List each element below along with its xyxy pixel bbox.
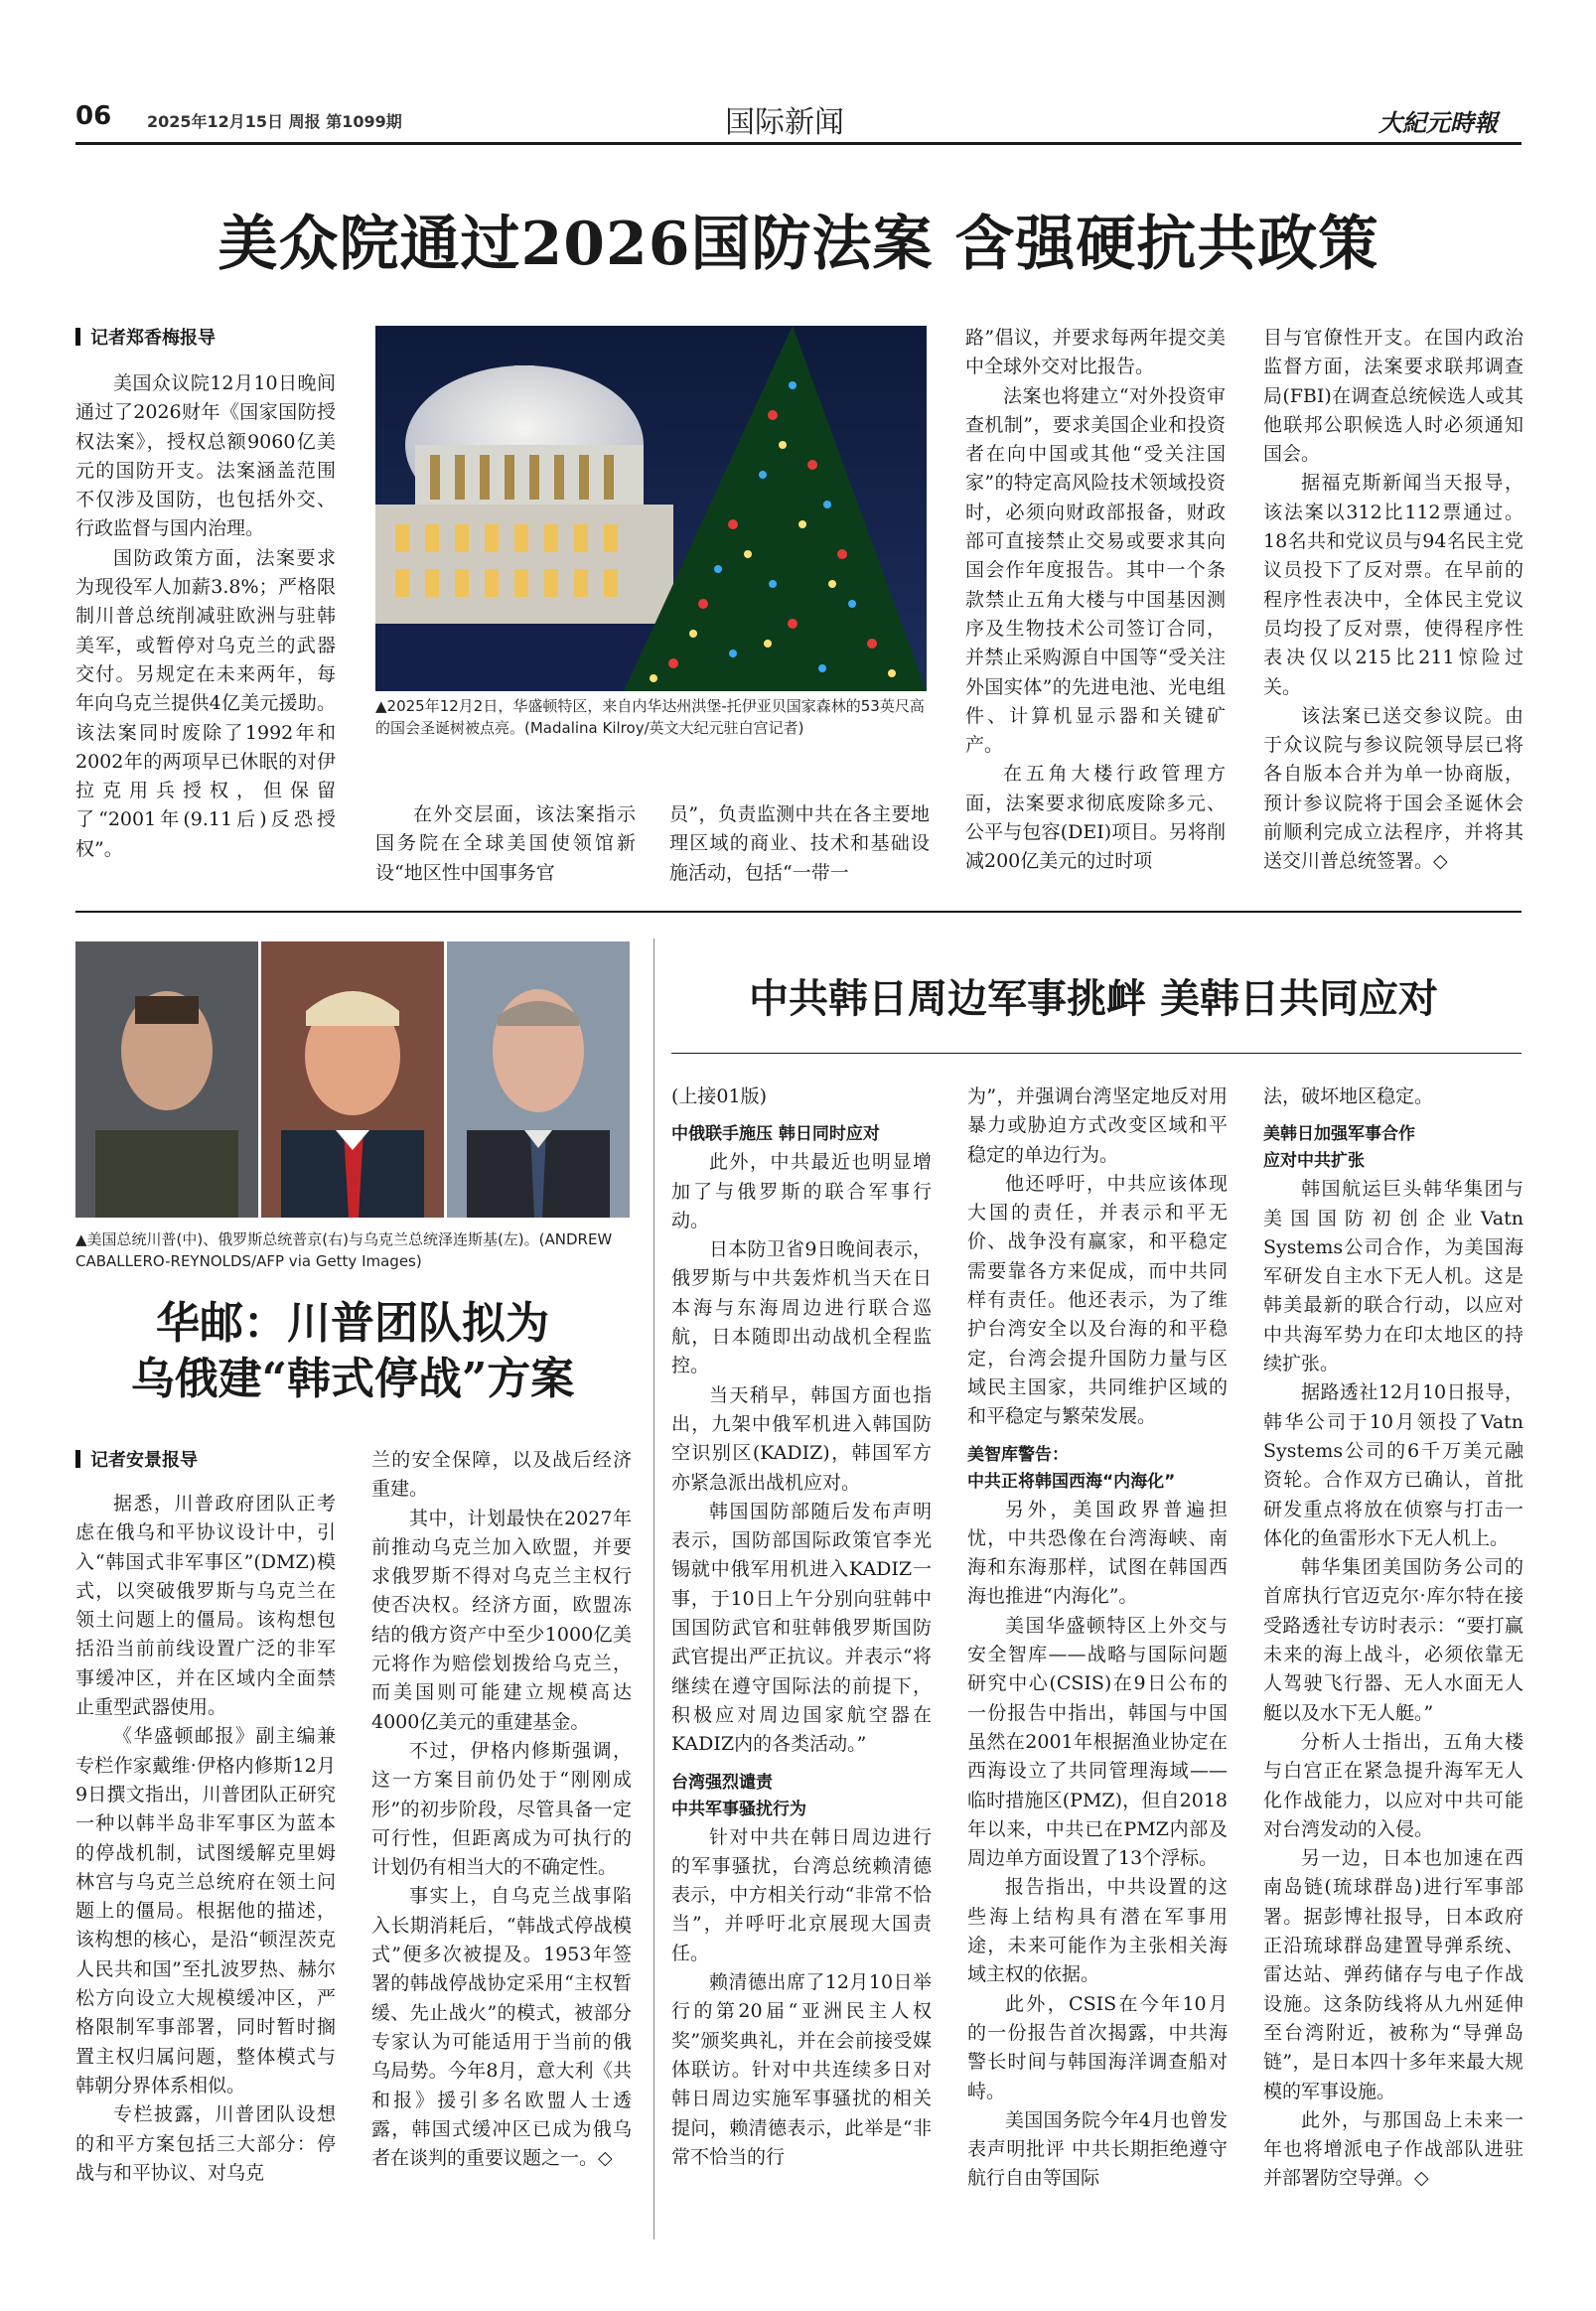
paragraph: (上接01版) (671, 1085, 768, 1107)
paragraph: 不过，伊格内修斯强调，这一方案目前仍处于“刚刚成形”的初步阶段，尽管具备一定可行性，但距离成为可执行的计划仍有相当大的不确定性。 (371, 1739, 632, 1879)
paragraph: 为”，并强调台湾坚定地反对用暴力或胁迫方式改变区域和平稳定的单边行为。 (967, 1085, 1228, 1166)
paragraph: 赖清德出席了12月10日举行的第20届“亚洲民主人权奖”颁奖典礼，并在会前接受媒体联访。针对中共连续多日对韩日周边实施军事骚扰的相关提问，赖清德表示，此举是“非常不恰当的行 (671, 1971, 932, 2168)
subheading: 台湾强烈谴责 (671, 1772, 773, 1793)
paragraph: 事实上，自乌克兰战事陷入长期消耗后，“韩战式停战模式”便多次被提及。1953年签署的韩战停战协定采用“主权暂缓、先止战火”的模式，被部分专家认为可能适用于当前的俄乌局势。今年8月，意大利《共和报》援引多名欧盟人士透露，韩国式缓冲区已成为俄乌者在谈判的重要议题之一。◇ (371, 1885, 632, 2170)
paragraph: 在外交层面，该法案指示国务院在全球美国使领馆新设“地区性中国事务官 (375, 803, 636, 884)
paragraph: 据福克斯新闻当天报导，该法案以312比112票通过。18名共和党议员与94名民主党议员投下了反对票。在早前的程序性表决中，全体民主党议员均投了反对票，使得程序性表决仅以215比211惊险过关。 (1263, 472, 1523, 698)
paragraph: 分析人士指出，五角大楼与白宫正在紧急提升海军无人化作战能力，以应对中共可能对台湾发动的入侵。 (1263, 1730, 1523, 1840)
article1-column-3 (669, 800, 930, 890)
reporter-bar (75, 328, 80, 346)
paragraph: 韩华集团美国防务公司的首席执行官迈克尔·库尔特在接受路透社专访时表示：“要打赢未来的海上战斗，必须依靠无人驾驶飞行器、无人水面无人艇以及水下无人艇。” (1263, 1556, 1523, 1724)
paragraph: 韩国国防部随后发布声明表示，国防部国际政策官李光锡就中俄军用机进入KADIZ一事，于10日上午分别向驻韩中国国防武官和驻韩俄罗斯国防武官提出严正抗议。并表示“将继续在遵守国际法的前提下，积极应对周边国家航空器在KADIZ内的各类活动。” (671, 1500, 932, 1756)
paragraph: 此外，中共最近也明显增加了与俄罗斯的联合军事行动。 (671, 1151, 932, 1231)
article2-column-2 (371, 1446, 632, 2244)
paragraph: 美国国务院今年4月也曾发表声明批评 中共长期拒绝遵守航行自由等国际 (967, 2108, 1228, 2190)
section-divider (75, 911, 1522, 913)
paragraph: 法案也将建立“对外投资审查机制”，要求美国企业和投资者在向中国或其他“受关注国家”的特定高风险技术领域投资时，必须向财政部报备，财政部可直接禁止交易或要求其向国会作年度报告。其中一个条款禁止五角大楼与中国基因测序及生物技术公司签订合同，并禁止采购源自中国等“受关注外国实体”的先进电池、光电组件、计算机显示器和关键矿产。 (965, 384, 1226, 757)
article3-column-2 (967, 1083, 1228, 2244)
capitol-christmas-tree-photo (375, 326, 927, 691)
paragraph: 据悉，川普政府团队正考虑在俄乌和平协议设计中，引入“韩国式非军事区”(DMZ)模式，以突破俄罗斯与乌克兰在领土问题上的僵局。该构想包括沿当前前线设置广泛的非军事缓冲区，并在区域内全面禁止重型武器使用。 (75, 1493, 336, 1719)
header-rule (75, 142, 1522, 145)
paragraph: 美国众议院12月10日晚间通过了2026财年《国家国防授权法案》，授权总额9060亿美元的国防开支。法案涵盖范围不仅涉及国防，也包括外交、行政监督与国内治理。 (75, 372, 336, 540)
headline-line-2: 乌俄建“韩式停战”方案 (130, 1354, 575, 1404)
paragraph: 路”倡议，并要求每两年提交美中全球外交对比报告。 (965, 327, 1226, 378)
paragraph: 在五角大楼行政管理方面，法案要求彻底废除多元、公平与包容(DEI)项目。另将削减200亿美元的过时项 (965, 763, 1226, 873)
vertical-divider (653, 939, 654, 2239)
section-title: 国际新闻 (725, 105, 844, 140)
page-number: 06 (75, 101, 112, 131)
paragraph: 《华盛顿邮报》副主编兼专栏作家戴维·伊格内修斯12月9日撰文指出，川普团队正研究一种以韩半岛非军事区为蓝本的停战机制，试图缓解克里姆林宫与乌克兰总统府在领土问题上的僵局。根据他的描述，该构想的核心，是沿“顿涅茨克人民共和国”至扎波罗热、赫尔松方向设立大规模缓冲区，严格限制军事部署，同时暂时搁置主权归属问题，整体模式与韩朝分界体系相似。 (75, 1725, 336, 2096)
article3-headline: 中共韩日周边军事挑衅 美韩日共同应对 (749, 975, 1438, 1022)
capitol-illustration (375, 326, 927, 691)
paragraph: 员”，负责监测中共在各主要地理区域的商业、技术和基础设施活动，包括“一带一 (669, 803, 930, 884)
paragraph: 目与官僚性开支。在国内政治监督方面，法案要求联邦调查局(FBI)在调查总统候选人或其他联邦公职候选人时必须通知国会。 (1263, 327, 1523, 466)
issue-info: 2025年12月15日 周报 第1099期 (147, 112, 402, 131)
article2-reporter (75, 1446, 198, 1472)
paragraph: 另外，美国政界普遍担忧，中共恐像在台湾海峡、南海和东海那样，试图在韩国西海也推进“内海化”。 (967, 1498, 1228, 1608)
headline-line-1: 华邮：川普团队拟为 (156, 1298, 549, 1349)
reporter-name: 记者郑香梅报导 (90, 328, 216, 349)
subheading: 美韩日加强军事合作 (1263, 1124, 1415, 1145)
paragraph: 日本防卫省9日晚间表示，俄罗斯与中共轰炸机当天在日本海与东海周边进行联合巡航，日本随即出动战机全程监控。 (671, 1238, 932, 1377)
masthead-logo: 大紀元時報 (1378, 108, 1498, 137)
reporter-name: 记者安景报导 (90, 1450, 198, 1471)
subheading: 应对中共扩张 (1263, 1151, 1365, 1172)
paragraph: 此外，与那国岛上未来一年也将增派电子作战部队进驻并部署防空导弹。◇ (1263, 2108, 1523, 2190)
paragraph: 法，破坏地区稳定。 (1263, 1085, 1434, 1107)
article2-column-1 (75, 1490, 336, 2244)
article3-headline-rule (671, 1053, 1522, 1054)
paragraph: 美国华盛顿特区上外交与安全智库——战略与国际问题研究中心(CSIS)在9日公布的一份报告中指出，韩国与中国虽然在2001年根据渔业协定在西海设立了共同管理海域——临时措施区(PMZ)，但自2018年以来，中共已在PMZ内部及周边单方面设置了13个浮标。 (967, 1614, 1228, 1870)
article1-column-4 (965, 324, 1226, 886)
paragraph: 兰的安全保障，以及战后经济重建。 (371, 1449, 632, 1501)
paragraph: 该法案已送交参议院。由于众议院与参议院领导层已将各自版本合并为单一协商版，预计参议院将于国会圣诞休会前顺利完成立法程序，并将其送交川普总统签署。◇ (1263, 704, 1523, 873)
subheading: 中俄联手施压 韩日同时应对 (671, 1124, 880, 1145)
article1-headline: 美众院通过2026国防法案 含强硬抗共政策 (218, 210, 1379, 279)
article1-column-5 (1263, 324, 1523, 886)
reporter-bar (75, 1450, 80, 1468)
paragraph: 针对中共在韩日周边进行的军事骚扰，台湾总统赖清德表示，中方相关行动“非常不恰当”，并呼吁北京展现大国责任。 (671, 1825, 932, 1964)
article1-column-2 (375, 800, 636, 890)
article1-column-1 (75, 369, 336, 886)
subheading: 美智库警告： (967, 1444, 1069, 1465)
capitol-photo-caption: ▲2025年12月2日，华盛顿特区，来自内华达州洪堡-托伊亚贝国家森林的53英尺高的国会圣诞树被点亮。(Madalina Kilroy/英文大纪元驻白宫记者) (375, 697, 925, 737)
paragraph: 专栏披露，川普团队设想的和平方案包括三大部分：停战与和平协议、对乌克 (75, 2103, 336, 2184)
paragraph: 据路透社12月10日报导，韩华公司于10月领投了Vatn Systems公司的6千万美元融资轮。合作双方已确认，首批研发重点将放在侦察与打击一体化的鱼雷形水下无人机上。 (1263, 1381, 1523, 1549)
paragraph: 他还呼吁，中共应该体现大国的责任，并表示和平无价、战争没有赢家，和平稳定需要靠各方来促成，而中共同样有责任。他还表示，为了维护台湾安全以及台海的和平稳定，台湾会提升国防力量与区域民主国家，共同维护区域的和平稳定与繁荣发展。 (967, 1172, 1228, 1428)
leaders-photo (75, 941, 630, 1218)
paragraph: 其中，计划最快在2027年前推动乌克兰加入欧盟，并要求俄罗斯不得对乌克兰主权行使否决权。经济方面，欧盟冻结的俄方资产中至少1000亿美元将作为赔偿划拨给乌克兰，而美国则可能建立规模高达4000亿美元的重建基金。 (371, 1507, 632, 1733)
leaders-photo-caption: ▲美国总统川普(中)、俄罗斯总统普京(右)与乌克兰总统泽连斯基(左)。(ANDREW CABALLERO-REYNOLDS/AFP via Getty Images) (75, 1230, 613, 1270)
article3-column-1 (671, 1083, 932, 2244)
paragraph: 报告指出，中共设置的这些海上结构具有潜在军事用途，未来可能作为主张相关海域主权的依据。 (967, 1876, 1228, 1986)
paragraph: 国防政策方面，法案要求为现役军人加薪3.8%；严格限制川普总统削减驻欧洲与驻韩美军，或暂停对乌克兰的武器交付。另规定在未来两年，每年向乌克兰提供4亿美元援助。该法案同时废除了1992年和2002年的两项早已休眠的对伊拉克用兵授权，但保留了“2001年(9.11后)反恐授权”。 (75, 546, 336, 860)
paragraph: 韩国航运巨头韩华集团与美国国防初创企业Vatn Systems公司合作，为美国海军研发自主水下无人机。这是韩美最新的联合行动，以应对中共海军势力在印太地区的持续扩张。 (1263, 1178, 1523, 1375)
paragraph: 此外，CSIS在今年10月的一份报告首次揭露，中共海警长时间与韩国海洋调查船对峙。 (967, 1992, 1228, 2102)
subheading: 中共正将韩国西海“内海化” (967, 1471, 1176, 1492)
subheading: 中共军事骚扰行为 (671, 1799, 806, 1819)
article2-headline (75, 1296, 630, 1407)
article1-reporter (75, 324, 216, 350)
article3-column-3 (1263, 1083, 1523, 2244)
leaders-illustration (75, 941, 630, 1218)
paragraph: 当天稍早，韩国方面也指出，九架中俄军机进入韩国防空识别区(KADIZ)，韩国军方亦紧急派出战机应对。 (671, 1383, 932, 1494)
paragraph: 另一边，日本也加速在西南岛链(琉球群岛)进行军事部署。据彭博社报导，日本政府正沿琉球群岛建置导弹系统、雷达站、弹药储存与电子作战设施。这条防线将从九州延伸至台湾附近，被称为“导弹岛链”，是日本四十多年来最大规模的军事设施。 (1263, 1847, 1523, 2102)
